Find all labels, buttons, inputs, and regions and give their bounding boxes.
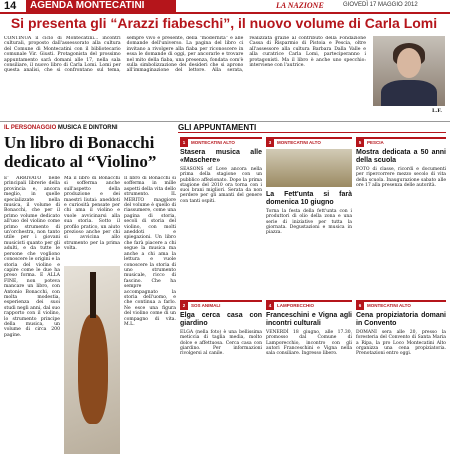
event-box — [180, 300, 262, 454]
event-place: MONTECATINI ALTO — [277, 140, 321, 145]
event-box — [356, 137, 446, 297]
event-text: VENERDÌ 18 giugno, alle 17.30, promosso dal Comune di Lamporecchio, incontro con gli autori Franceschini e Vigna nella sala consiliare. Ingresso libero. — [266, 330, 352, 357]
event-title: La Fett'unta si farà domenica 10 giugno — [266, 191, 352, 206]
event-number: 4 — [266, 302, 274, 310]
top-article-signature: L.F. — [432, 108, 443, 114]
event-text: FOTO di classe, ricordi e documenti per ripercorrere mezzo secolo di vita della scuola. Inaugurazione sabato alle ore 17 alla presenza delle autorità. — [356, 167, 446, 188]
event-text: ELGA (nella foto) è una bellissima meticcia di taglia media, molto dolce e affettuosa. Cerca casa con giardino. Per informazioni rivolgersi al canile. — [180, 330, 262, 357]
top-article-body: CONTINUA il ciclo di Montecatini... incontri culturali, proposto dall'assessorato alla cultura del Comune di Montecatini con il bibliotecario comunale Vir. Giusti. Protagonista del prossimo appuntamento sarà domani alle 17, nella sala consiliare, il nuovo libro di Carla Lomi. Lomi per questa analisi, che si confrontano sul tema, sempre vivo e presente, della “modernità” e alle domande dell'universo. La pagina del libro ci invitano a rivolgere alla fiaba per riconoscere in essa le domande di oggi, per ancorarle e trovare nel mito della fiaba, una presenza, fondata com'è sulla simbolizzazione dei desideri che si aprono all'immaginazione del lettore. Alla serata, realizzata grazie al contributo della Fondazione Cassa di Risparmio di Pistoia e Pescia, oltre all'assessore alla cultura Barbara Dalla Valle e alla curatrice Carla Lomi, parteciperanno i protagonisti. Ma il libro è anche uno specchio: interviene con l'autrice. — [4, 36, 366, 74]
issue-date: GIOVEDÌ 17 MAGGIO 2012 — [343, 2, 418, 8]
personaggio-title: Un libro di Bonacchi dedicato al “Violino” — [4, 133, 157, 171]
event-place: MONTECATINI ALTO — [367, 303, 411, 308]
event-number: 3 — [266, 139, 274, 147]
kicker-topic: MUSICA E DINTORNI — [57, 125, 118, 131]
kicker-label: IL PERSONAGGIO — [4, 125, 57, 131]
event-number: 1 — [180, 139, 188, 147]
event-box — [266, 137, 352, 297]
event-title: Elga cerca casa con giardino — [180, 312, 262, 327]
event-place: LAMPORECCHIO — [277, 303, 314, 308]
event-box — [356, 300, 446, 454]
author-photo — [373, 36, 445, 106]
event-place: PESCIA — [367, 140, 384, 145]
newspaper-name: LA NAZIONE — [276, 1, 324, 10]
event-place: MONTECATINI ALTO — [191, 140, 235, 145]
event-text: Torna la festa della fett'unta con i produttori di olio della zona e una serie di iniziative per tutta la giornata. Degustazioni e musica in piazza. — [266, 209, 352, 236]
appuntamenti-header: GLI APPUNTAMENTI — [178, 123, 446, 133]
personaggio-column-3: Il libro di Bonacchi si sofferma in mille aspetti della vita dello strumento. IL MERITO maggiore del volume è quello di riassumere, come una pagina di storia, secoli di storia del violino, con molti aneddoti e spiegazioni. Un libro che farà piacere a chi segue la musica ma anche a chi ama la lettura e vuole conoscere la storia di uno strumento musicale, ricco di fascino. Che ha sempre accompagnato la storia dell'uomo, e che continua a farlo. Ne esce una figura del violino come di un compagno di vita. M.L. — [124, 176, 176, 327]
event-number: 6 — [356, 302, 364, 310]
event-title: Mostra dedicata a 50 anni della scuola — [356, 149, 446, 164]
personaggio-kicker — [4, 125, 118, 131]
page-header — [0, 0, 450, 14]
page-number: 14 — [4, 0, 17, 12]
event-text: DOMANI sera alle 20, presso la foresteria del Convento di Santa Maria a Ripa, la pro Loco Montecatini Alto organizza una cena propiziatoria. Prenotazioni entro oggi. — [356, 330, 446, 357]
violin-photo — [64, 266, 120, 454]
section-title: AGENDA MONTECATINI — [26, 0, 176, 12]
event-title: Stasera musica alle «Maschere» — [180, 149, 262, 164]
event-title: Cena propiziatoria domani in Convento — [356, 312, 446, 327]
event-box — [266, 300, 352, 454]
personaggio-column-2: Ma il libro di Bonacchi si sofferma anche sull'aspetto della produzione e dei maestri liutai: aneddoti e curiosità pensate per chi ama il violino e vuole avvicinarsi alla sua storia. Sotto il profilo pratico, un aiuto prezioso anche per chi si avvicina allo strumento per la prima volta. — [64, 176, 120, 252]
event-place: SOS ANIMALI — [191, 303, 221, 308]
top-article-title: Si presenta gli “Arazzi fiabeschi”, il nuovo volume di Carla Lomi — [10, 15, 438, 31]
event-number: 5 — [356, 139, 364, 147]
personaggio-column-1: E' ARRIVATO nelle principali librerie della provincia e, ancora meglio, in quelle specializzate nella musica, il volume di Bonacchi, che per il primo volume dedicato all'uso del violino come primo strumento di un'orchestra, non tanto utile per i giovani musicisti quanto per gli adulti, e da tutte le persone che vogliono conoscere le origini e la storia del violino e capire come le due ha preso forma. E ALLA FINE, non poteva mancare un libro, con Antonio Bonacchi, con molta modestia, esperienza dei suoi studi negli anni, dal suo rapporto con il violino, lo strumento principe della musica, un volume di circa 200 pagine. — [4, 176, 60, 338]
divider — [0, 121, 450, 122]
bread-photo — [266, 149, 352, 187]
event-number: 2 — [180, 302, 188, 310]
event-title: Franceschini e Vigna agli incontri culturali — [266, 312, 352, 327]
event-text: SEASONS of Love ancora nella prima della stagione con un pubblico affezionato. Dopo la prima stagione del 2010 ora torna con i suoi brani migliori. Serata da non perdere per gli amanti del genere con tanti ospiti. — [180, 167, 262, 204]
event-box — [180, 137, 262, 297]
